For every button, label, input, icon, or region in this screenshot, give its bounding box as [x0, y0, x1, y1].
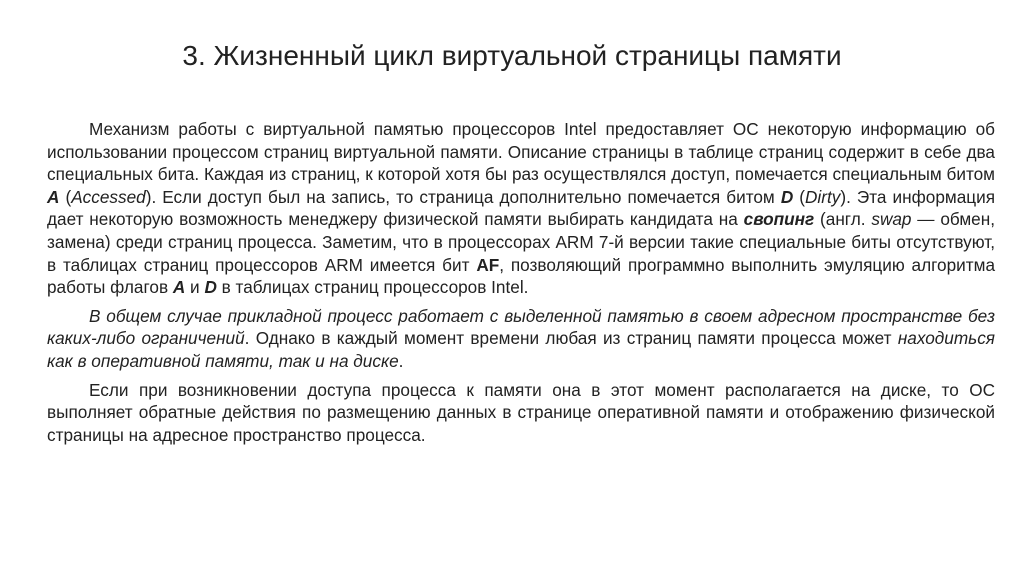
bit-a-term: A [47, 186, 60, 207]
accessed-term: Accessed [71, 186, 146, 207]
italic-statement: находиться как в оперативной памяти, так и на диске [47, 328, 995, 371]
text-run: Механизм работы с виртуальной памятью процессоров Intel предоставляет ОС некоторую информацию об использовании процессом страниц виртуальной памяти. Описание страницы в таблице страниц содержит в себе два специальных бита. Каждая из страниц, к которой хотя бы раз осуществлялся доступ, помечается специальным битом [47, 119, 995, 185]
text-run: ( [793, 186, 806, 207]
text-run: . Однако в каждый момент времени любая из страниц памяти процесса может [244, 328, 898, 349]
slide-body [47, 118, 995, 452]
swapping-term: свопинг [743, 209, 815, 230]
bit-d-term: D [204, 277, 217, 298]
text-run: и [185, 277, 205, 298]
text-run: (англ. [814, 209, 872, 230]
text-run: . [398, 350, 404, 371]
paragraph-process-memory [47, 305, 995, 373]
text-run: ). Эта информация дает некоторую возможность менеджеру физической памяти выбирать кандидата на [47, 186, 996, 230]
bit-af-term: AF [476, 254, 500, 275]
bit-d-term: D [780, 186, 794, 207]
swap-term: swap [871, 209, 912, 230]
dirty-term: Dirty [805, 186, 841, 207]
text-run: в таблицах страниц процессоров Intel. [216, 277, 529, 298]
text-run: , позволяющий программно выполнить эмуляцию алгоритма работы флагов [47, 254, 996, 298]
italic-statement: В общем случае прикладной процесс работает с выделенной памятью в своем адресном пространстве без каких-либо ограничений [47, 305, 995, 349]
text-run: ( [59, 186, 72, 207]
text-run: — обмен, замена) среди страниц процесса. Заметим, что в процессорах ARM 7-й версии такие специальные биты отсутствуют, в таблицах страниц процессоров ARM имеется бит [47, 209, 995, 275]
text-run: ). Если доступ был на запись, то страница дополнительно помечается битом [145, 186, 781, 207]
bit-a-term: A [172, 277, 186, 298]
paragraph-page-access-bits [47, 118, 995, 299]
paragraph-disk-access: Если при возникновении доступа процесса к памяти она в этот момент располагается на диске, то ОС выполняет обратные действия по размещению данных в странице оперативной памяти и отображению физической страницы на адресное пространство процесса. [47, 379, 995, 445]
slide-title: 3. Жизненный цикл виртуальной страницы памяти [182, 40, 842, 71]
